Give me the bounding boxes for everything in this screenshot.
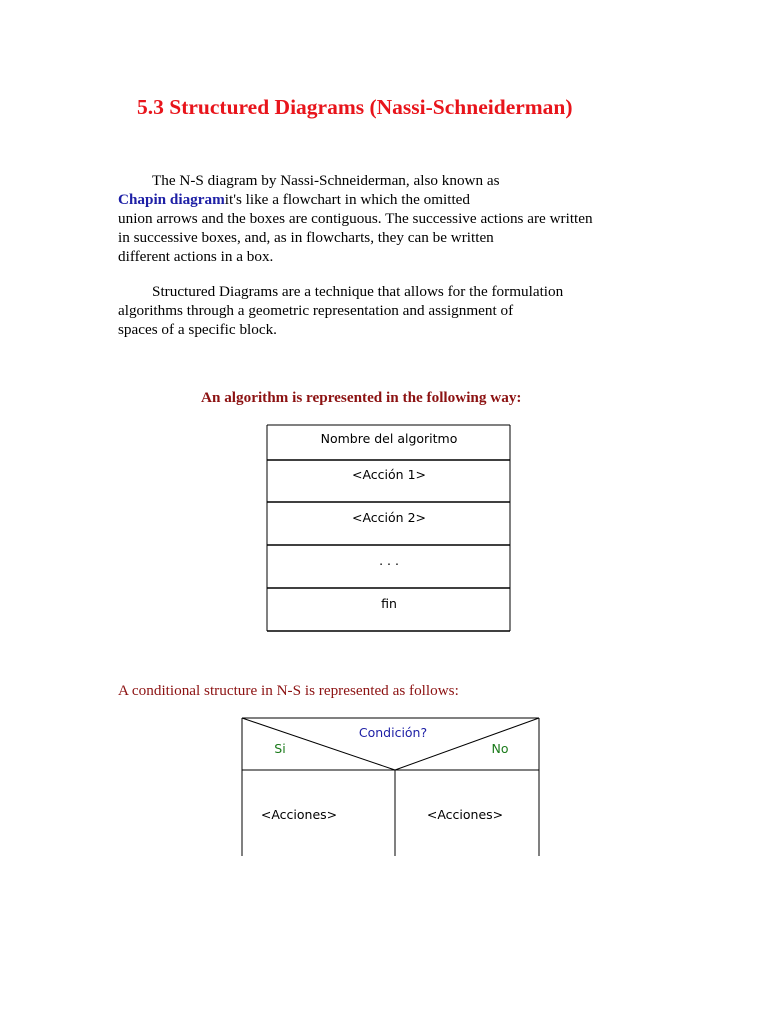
algorithm-heading: An algorithm is represented in the following way: xyxy=(201,389,522,406)
condition-label: Condición? xyxy=(358,725,428,740)
paragraph-line: The N-S diagram by Nassi-Schneiderman, also known as xyxy=(152,172,500,189)
yes-actions-cell: <Acciones> xyxy=(260,807,338,822)
algorithm-name-cell: Nombre del algoritmo xyxy=(320,431,458,446)
paragraph-line: spaces of a specific block. xyxy=(118,321,277,338)
chapin-diagram-link[interactable]: Chapin diagram xyxy=(118,191,225,208)
paragraph-line: union arrows and the boxes are contiguous. The successive actions are written xyxy=(118,210,593,227)
page-title: 5.3 Structured Diagrams (Nassi-Schneiderman) xyxy=(137,95,573,119)
paragraph-line: algorithms through a geometric representation and assignment of xyxy=(118,302,514,319)
yes-branch-label: Si xyxy=(274,741,286,756)
paragraph-line: in successive boxes, and, as in flowcharts, they can be written xyxy=(118,229,494,246)
ellipsis-cell: . . . xyxy=(379,553,399,568)
paragraph-line: Structured Diagrams are a technique that allows for the formulation xyxy=(152,283,564,300)
action-1-cell: <Acción 1> xyxy=(352,467,426,482)
end-cell: fin xyxy=(381,596,397,611)
no-branch-label: No xyxy=(491,741,509,756)
no-actions-cell: <Acciones> xyxy=(426,807,504,822)
paragraph-text: it's like a flowchart in which the omitted xyxy=(224,191,471,208)
action-2-cell: <Acción 2> xyxy=(352,510,426,525)
paragraph-line: different actions in a box. xyxy=(118,248,274,265)
conditional-heading: A conditional structure in N-S is represented as follows: xyxy=(118,682,459,699)
